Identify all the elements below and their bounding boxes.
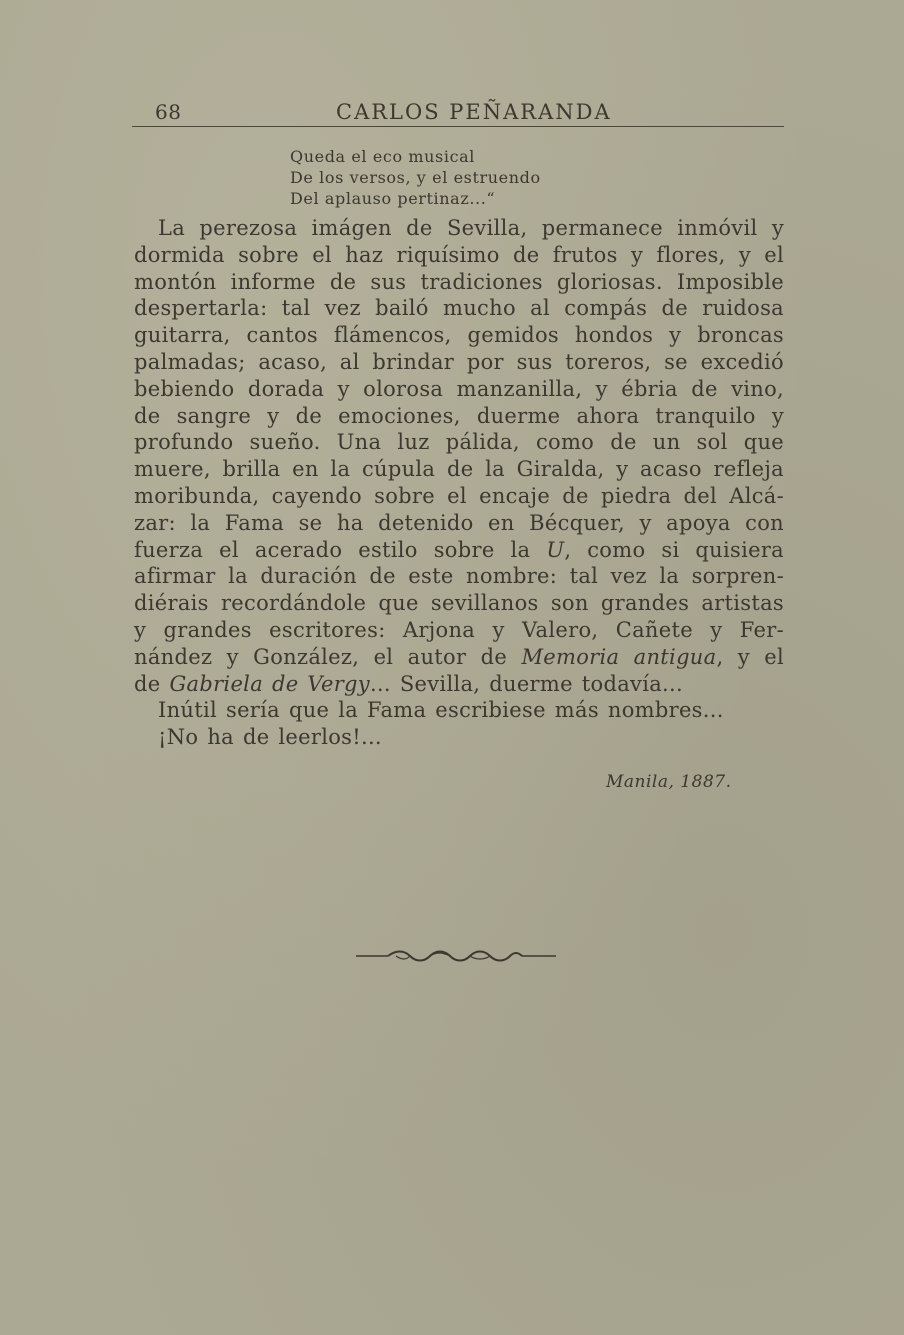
- text-line: [134, 644, 784, 671]
- text-line: de sangre y de emociones, duerme ahora tranquilo y: [134, 403, 784, 428]
- text-fragment: fuerza el acerado estilo sobre la: [134, 537, 547, 562]
- text-fragment: nández y González, el autor de: [134, 644, 522, 669]
- verse-line: De los versos, y el estruendo: [290, 168, 541, 187]
- verse-quote: [290, 146, 541, 209]
- text-line: profundo sueño. Una luz pálida, como de un sol que: [134, 430, 784, 455]
- text-line: [134, 537, 784, 564]
- text-line: ¡No ha de leerlos!...: [158, 725, 382, 750]
- page-header: [132, 96, 784, 127]
- text-line: diérais recordándole que sevillanos son grandes artistas: [134, 591, 784, 616]
- book-title-memoria: Memoria antigua: [521, 644, 717, 669]
- running-head: CARLOS PEÑARANDA: [336, 100, 612, 124]
- body-text: [134, 215, 784, 751]
- text-line: guitarra, cantos flámencos, gemidos hondos y broncas: [134, 323, 784, 348]
- text-line: La perezosa imágen de Sevilla, permanece inmóvil y: [158, 216, 784, 240]
- text-line: despertarla: tal vez bailó mucho al compás de ruidosa: [134, 296, 784, 321]
- text-line: montón informe de sus tradiciones gloriosas. Imposible: [134, 269, 784, 294]
- place-date-signature: Manila, 1887.: [606, 772, 732, 792]
- text-line: dormida sobre el haz riquísimo de frutos y flores, y el: [134, 242, 784, 267]
- book-title-gabriela: Gabriela de Vergy: [169, 671, 370, 696]
- paragraph-closing: [134, 724, 784, 751]
- italic-letter: U: [546, 537, 565, 562]
- text-fragment: ... Sevilla, duerme todavía...: [369, 671, 683, 696]
- verse-line: Del aplauso pertinaz...“: [290, 189, 496, 208]
- text-line: palmadas; acaso, al brindar por sus toreros, se excedió: [134, 349, 784, 374]
- text-line: muere, brilla en la cúpula de la Giralda, y acaso refleja: [134, 457, 784, 482]
- text-line: [134, 671, 784, 698]
- text-line: moribunda, cayendo sobre el encaje de piedra del Alcá-: [134, 483, 784, 508]
- text-line: zar: la Fama se ha detenido en Bécquer, y apoya con: [134, 510, 784, 535]
- text-fragment: , como si quisiera: [564, 537, 784, 562]
- verse-line: Queda el eco musical: [290, 147, 475, 166]
- page-number: 68: [155, 100, 182, 124]
- ornament-divider-icon: [356, 946, 556, 966]
- text-fragment: de: [134, 671, 170, 696]
- text-line: bebiendo dorada y olorosa manzanilla, y ébria de vino,: [134, 376, 784, 401]
- paragraph-fama: [134, 697, 784, 724]
- paragraph-sevilla: [134, 215, 784, 697]
- text-line: Inútil sería que la Fama escribiese más nombres...: [158, 698, 724, 723]
- text-line: y grandes escritores: Arjona y Valero, Cañete y Fer-: [134, 617, 784, 642]
- text-line: afirmar la duración de este nombre: tal vez la sorpren-: [134, 564, 784, 589]
- text-fragment: , y el: [716, 644, 785, 669]
